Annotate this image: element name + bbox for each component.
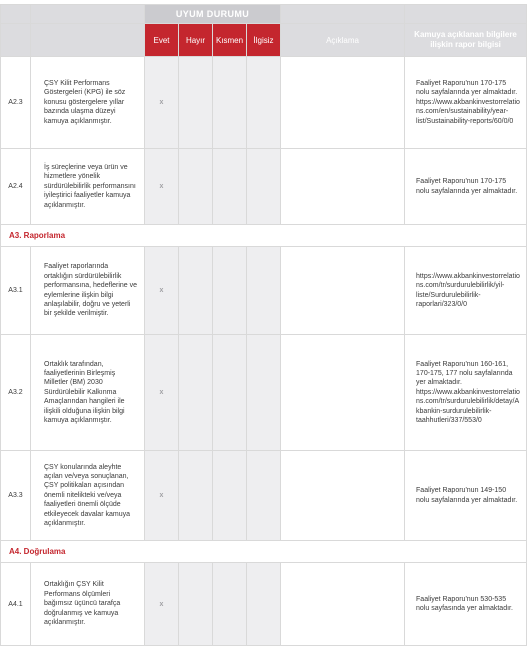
mark-ilgisiz	[247, 149, 281, 225]
row-aciklama	[281, 563, 405, 646]
mark-kismen	[213, 57, 247, 149]
mark-hayir	[179, 149, 213, 225]
row-info: Faaliyet Raporu'nun 170-175 nolu sayfalarında yer almaktadır.	[405, 149, 527, 225]
mark-kismen	[213, 335, 247, 451]
col-hayir: Hayır	[179, 24, 213, 57]
row-description: Faaliyet raporlarında ortaklığın sürdürülebilirlik performansına, hedeflerine ve eylemlerine ilişkin bilgi anlaşılabilir, doğru ve yeterli bir şekilde verilmiştir.	[31, 247, 145, 335]
row-description: ÇSY Kilit Performans Göstergeleri (KPG) ile söz konusu göstergelere yıllar bazında ulaşma düzeyi kamuya açıklanmıştır.	[31, 57, 145, 149]
row-description: Ortaklık tarafından, faaliyetlerinin Birleşmiş Milletler (BM) 2030 Sürdürülebilir Kalkınma Amaçlarından hangileri ile ilişkili olduğuna ilişkin bilgi kamuya açıklanmıştır.	[31, 335, 145, 451]
row-code: A3.1	[1, 247, 31, 335]
col-evet: Evet	[145, 24, 179, 57]
row-aciklama	[281, 451, 405, 541]
row-info: Faaliyet Raporu'nun 149-150 nolu sayfalarında yer almaktadır.	[405, 451, 527, 541]
header-code-cell	[1, 24, 31, 57]
header-blank-info	[405, 5, 527, 24]
mark-kismen	[213, 451, 247, 541]
col-kamuya: Kamuya açıklanan bilgilere ilişkin rapor bilgisi	[405, 24, 527, 57]
mark-evet: x	[145, 451, 179, 541]
row-info: Faaliyet Raporu'nun 530-535 nolu sayfasında yer almaktadır.	[405, 563, 527, 646]
col-ilgisiz: İlgisiz	[247, 24, 281, 57]
section-title-dogrulama: A4. Doğrulama	[1, 541, 527, 563]
mark-hayir	[179, 247, 213, 335]
table-row-a3-3	[1, 451, 527, 541]
row-code: A4.1	[1, 563, 31, 646]
mark-ilgisiz	[247, 57, 281, 149]
row-code: A2.4	[1, 149, 31, 225]
mark-evet: x	[145, 149, 179, 225]
row-info: Faaliyet Raporu'nun 170-175 nolu sayfalarında yer almaktadır. https://www.akbankinvestorrelations.com/en/sustainability/year-list/Sustainability-reports/60/0/0	[405, 57, 527, 149]
table-row-a2-4	[1, 149, 527, 225]
mark-evet: x	[145, 247, 179, 335]
col-aciklama: Açıklama	[281, 24, 405, 57]
table-row-a4-1	[1, 563, 527, 646]
row-aciklama	[281, 57, 405, 149]
header-blank-aciklama	[281, 5, 405, 24]
mark-evet: x	[145, 57, 179, 149]
col-kismen: Kısmen	[213, 24, 247, 57]
mark-ilgisiz	[247, 335, 281, 451]
section-row-a3	[1, 225, 527, 247]
header-row-top	[1, 5, 527, 24]
compliance-table	[0, 4, 527, 646]
section-row-a4	[1, 541, 527, 563]
mark-ilgisiz	[247, 563, 281, 646]
table-row-a2-3	[1, 57, 527, 149]
row-aciklama	[281, 149, 405, 225]
mark-ilgisiz	[247, 247, 281, 335]
row-code: A2.3	[1, 57, 31, 149]
mark-evet: x	[145, 563, 179, 646]
table-row-a3-2	[1, 335, 527, 451]
header-blank-code	[1, 5, 31, 24]
row-aciklama	[281, 335, 405, 451]
table-row-a3-1	[1, 247, 527, 335]
mark-hayir	[179, 451, 213, 541]
mark-hayir	[179, 563, 213, 646]
mark-kismen	[213, 563, 247, 646]
row-code: A3.2	[1, 335, 31, 451]
mark-hayir	[179, 335, 213, 451]
section-title-raporlama: A3. Raporlama	[1, 225, 527, 247]
row-description: Ortaklığın ÇSY Kilit Performans ölçümleri bağımsız üçüncü tarafça doğrulanmış ve kamuya açıklanmıştır.	[31, 563, 145, 646]
mark-ilgisiz	[247, 451, 281, 541]
mark-evet: x	[145, 335, 179, 451]
header-text-cell	[31, 24, 145, 57]
header-row-bottom	[1, 24, 527, 57]
mark-kismen	[213, 247, 247, 335]
mark-kismen	[213, 149, 247, 225]
row-info: Faaliyet Raporu'nun 160-161, 170-175, 177 nolu sayfalarında yer almaktadır. https://www.akbankinvestorrelations.com/tr/surdurulebilirlik/detay/Akbankin-surdurulebilirlik-taahhutleri/337/553/0	[405, 335, 527, 451]
row-description: ÇSY konularında aleyhte açılan ve/veya sonuçlanan, ÇSY politikaları açısından önemli nitelikteki ve/veya faaliyetleri önemli ölçüde etkileyecek davalar kamuya açıklanmıştır.	[31, 451, 145, 541]
mark-hayir	[179, 57, 213, 149]
header-blank-text	[31, 5, 145, 24]
row-code: A3.3	[1, 451, 31, 541]
uyum-durumu-header: UYUM DURUMU	[145, 5, 281, 24]
row-info: https://www.akbankinvestorrelations.com/tr/surdurulebilirlik/yil-liste/Surdurulebilirlik-raporlari/323/0/0	[405, 247, 527, 335]
row-aciklama	[281, 247, 405, 335]
row-description: İş süreçlerine veya ürün ve hizmetlere yönelik sürdürülebilirlik performansını iyileştirici faaliyetler kamuya açıklanmıştır.	[31, 149, 145, 225]
